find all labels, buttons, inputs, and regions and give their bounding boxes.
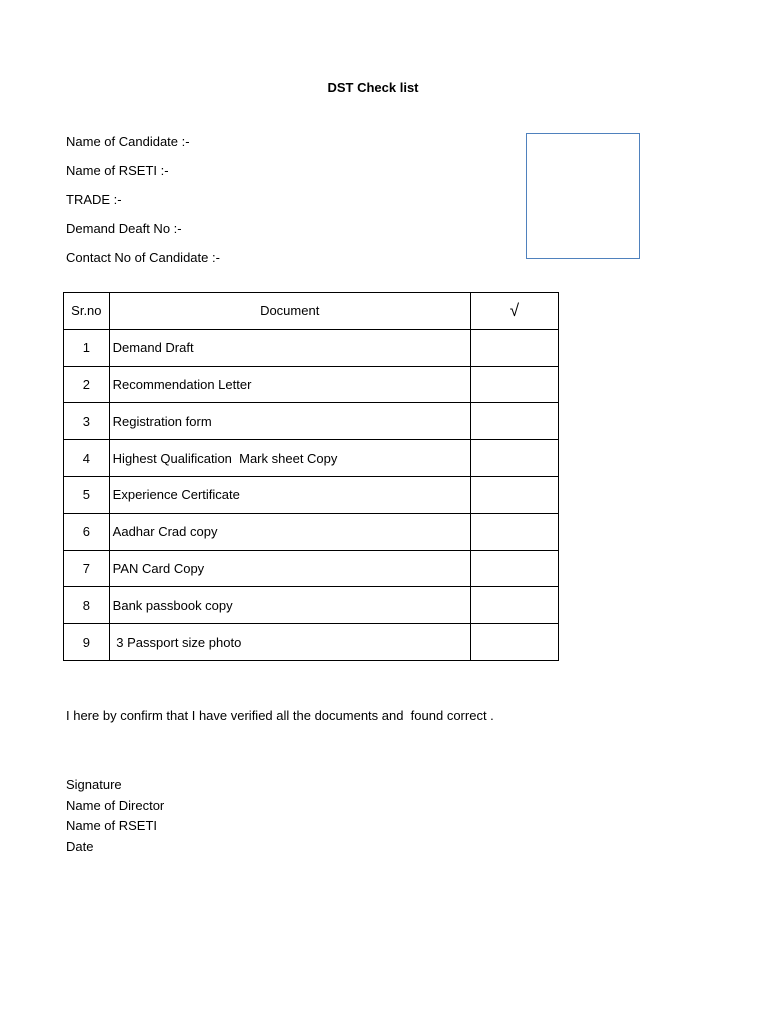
row-check-cell [470,440,558,477]
rseti-name-label: Name of RSETI [66,818,158,833]
photo-box [526,133,640,259]
table-row [64,587,559,624]
signature-block [66,775,164,857]
table-header-row [64,293,559,330]
row-document: Experience Certificate [109,476,470,513]
row-sr-no: 8 [64,587,110,624]
row-document: 3 Passport size photo [109,624,470,661]
row-sr-no: 3 [64,403,110,440]
row-sr-no: 7 [64,550,110,587]
row-sr-no: 5 [64,476,110,513]
signature-label: Signature [66,777,122,792]
checklist-table [63,292,559,661]
table-row [64,476,559,513]
table-row [64,403,559,440]
row-sr-no: 2 [64,366,110,403]
row-document: Recommendation Letter [109,366,470,403]
row-check-cell [470,624,558,661]
row-check-cell [470,550,558,587]
row-sr-no: 9 [64,624,110,661]
table-row [64,440,559,477]
table-row [64,550,559,587]
header-document: Document [109,293,470,330]
row-document: Aadhar Crad copy [109,513,470,550]
director-name-label: Name of Director [66,797,165,813]
date-label: Date [66,838,94,854]
header-check-icon: √ [470,293,558,330]
row-sr-no: 6 [64,513,110,550]
row-document: Highest Qualification Mark sheet Copy [109,440,470,477]
header-sr-no: Sr.no [64,293,110,330]
confirmation-statement: I here by confirm that I have verified all the documents and found correct . [66,708,494,723]
row-check-cell [470,587,558,624]
row-check-cell [470,329,558,366]
field-trade: TRADE :- [66,192,122,207]
table-row [64,513,559,550]
field-contact-no: Contact No of Candidate :- [66,250,220,265]
row-document: PAN Card Copy [109,550,470,587]
row-document: Demand Draft [109,329,470,366]
row-sr-no: 4 [64,440,110,477]
field-demand-draft-no: Demand Deaft No :- [66,221,182,236]
row-check-cell [470,476,558,513]
row-document: Bank passbook copy [109,587,470,624]
row-check-cell [470,403,558,440]
row-check-cell [470,513,558,550]
row-check-cell [470,366,558,403]
page-title: DST Check list [327,80,419,95]
field-name-of-rseti: Name of RSETI :- [66,163,169,178]
table-row [64,624,559,661]
row-sr-no: 1 [64,329,110,366]
table-row [64,366,559,403]
table-row [64,329,559,366]
row-document: Registration form [109,403,470,440]
field-name-of-candidate: Name of Candidate :- [66,134,190,149]
